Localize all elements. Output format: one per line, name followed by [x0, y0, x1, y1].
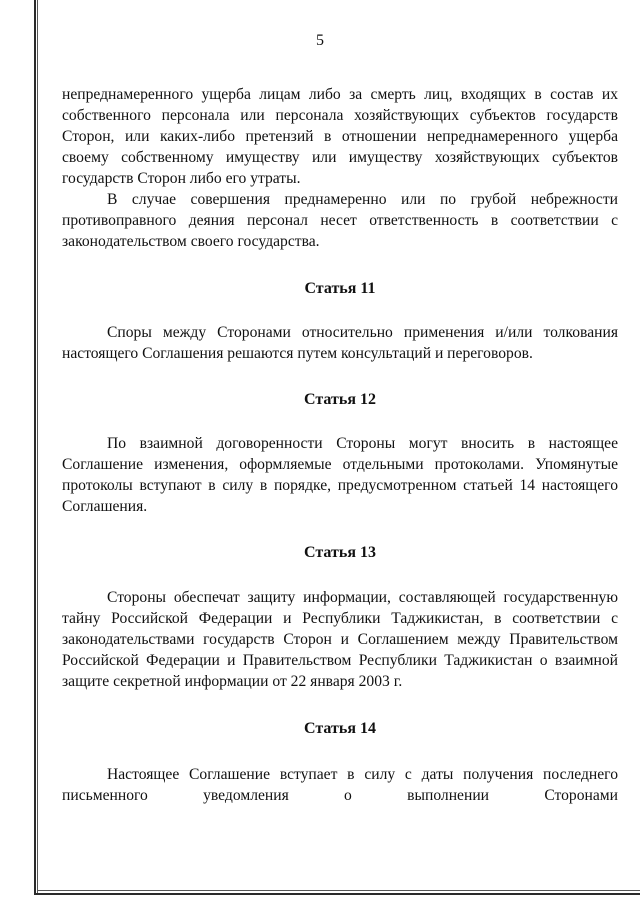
article-11-heading: Статья 11 [304, 280, 376, 297]
page-border-bottom-inner [37, 890, 640, 891]
article-13-heading: Статья 13 [304, 544, 376, 561]
document-body [62, 84, 618, 806]
article-12-heading: Статья 12 [304, 391, 376, 408]
page-border-left-inner [37, 0, 38, 893]
article-12-text: По взаимной договоренности Стороны могут вносить в настоящее Соглашение изменения, оформляемые отдельными протоколами. Упомянутые протоколы вступают в силу в порядке, предусмотренном статьей 14 настоящего Соглашения. [62, 435, 618, 515]
page-border-left [34, 0, 36, 895]
page-border-bottom [34, 893, 640, 895]
article-13-text: Стороны обеспечат защиту информации, составляющей государственную тайну Российской Федерации и Республики Таджикистан, в соответствии с законодательствами государств Сторон и Соглашением между Правительством Российской Федерации и Правительством Республики Таджикистан о взаимной защите секретной информации от 22 января 2003 г. [62, 589, 618, 690]
article-11-text: Споры между Сторонами относительно применения и/или толкования настоящего Соглашения решаются путем консультаций и переговоров. [62, 324, 618, 362]
article-14-text: Настоящее Соглашение вступает в силу с даты получения последнего письменного уведомления о выполнении Сторонами [62, 766, 618, 804]
page-number: 5 [316, 32, 324, 49]
paragraph-continued: непреднамеренного ущерба лицам либо за смерть лиц, входящих в состав их собственного персонала или персонала хозяйствующих субъектов государств Сторон, или каких-либо претензий в отношении непреднамеренного ущерба своему собственному имуществу или имуществу хозяйствующих субъектов государств Сторон либо его утраты. [62, 86, 618, 187]
paragraph-intentional-liability: В случае совершения преднамеренно или по грубой небрежности противоправного деяния персонал несет ответственность в соответствии с законодательством своего государства. [62, 191, 618, 250]
article-14-heading: Статья 14 [304, 720, 376, 737]
